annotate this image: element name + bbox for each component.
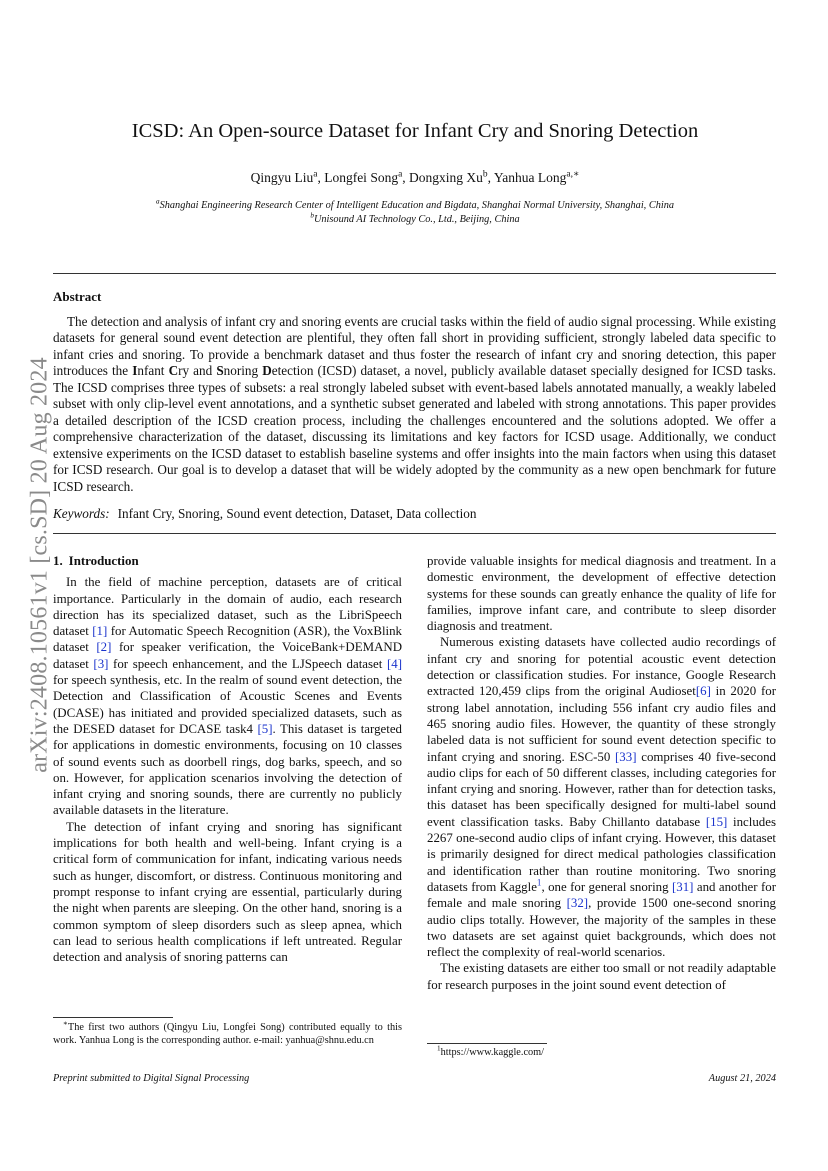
divider: [53, 533, 776, 534]
section-number: 1.: [53, 554, 63, 568]
keywords-text: Infant Cry, Snoring, Sound event detection, Dataset, Data collection: [117, 506, 477, 521]
abstract-segment: etection (ICSD) dataset: [271, 363, 398, 379]
footnote-url[interactable]: https://www.kaggle.com/: [440, 1047, 545, 1058]
author-separator: ,: [487, 170, 494, 185]
paragraph: [53, 574, 402, 818]
footnote-mark: 1: [437, 1044, 441, 1053]
text-segment: comprises 40 five-second audio clips for each of 50 different classes, including categories for infant crying and snoring. However, rather than for detection tasks, this dataset has been specifically designed for multi-label sound event classification tasks. Baby Chillanto database: [427, 749, 776, 829]
abstract-bold-initial: I: [132, 363, 138, 379]
footnote-divider: [53, 1017, 173, 1018]
text-segment: includes 2267 one-second audio clips of infant crying. However, this dataset is primarily designed for direct medical pathologies classification and identification rather than routine monitoring. Two snoring datasets from Kaggle: [427, 814, 776, 894]
section-heading: [53, 553, 402, 569]
left-column: [53, 553, 402, 965]
abstract-text: [53, 314, 776, 495]
text-segment: and another for female and male snoring: [427, 879, 776, 911]
footnote-text: The first two authors (Qingyu Liu, Longfei Song) contributed equally to this work. Yanhua Long is the corresponding author. e-mail: yanhua@shnu.edu.cn: [53, 1022, 402, 1046]
text-segment: for speech synthesis, etc. In the realm of sound event detection, the Detection and Classification of Acoustic Scenes and Events (DCASE) has initiated and provided specialized datasets, such as the DESED dataset for DCASE task4: [53, 673, 402, 736]
keywords: [53, 506, 776, 522]
citation-link[interactable]: [33]: [615, 749, 637, 764]
abstract-heading: Abstract: [53, 289, 102, 304]
author-separator: ,: [317, 170, 325, 185]
author-affiliation-mark: a: [398, 169, 403, 180]
affiliation-text: Unisound AI Technology Co., Ltd., Beijing, China: [313, 213, 520, 225]
citation-link[interactable]: [6]: [695, 684, 711, 699]
text-segment: in 2020 for strong label annotation, including 556 infant cry audio files and 465 snoring audio files. However, the quantity of these strongly labeled data is not sufficient for sound event detection specific to infant crying and snoring. ESC-50: [427, 684, 777, 764]
paragraph: The detection of infant crying and snoring has significant implications for both health and well-being. Infant crying is a critical form of communication for infant, indicating various needs such as hunger, discomfort, or distress. Continuous monitoring and prompt response to infant crying are essential, particularly during the night when parents are sleeping. On the other hand, snoring is a common symptom of sleep disorders such as sleep apnea, which can lead to serious health complications if left untreated. Regular detection and analysis of snoring patterns can: [53, 819, 402, 965]
text-segment: for speaker verification, the VoiceBank+DEMAND dataset: [53, 640, 403, 671]
paragraph: [427, 634, 776, 960]
divider: [53, 273, 776, 274]
affiliations: [54, 199, 776, 226]
author-name: Yanhua Long: [493, 170, 567, 185]
paragraph: The existing datasets are either too small or not readily adaptable for research purposes in the joint sound event detection of: [427, 961, 776, 992]
text-segment: . This dataset is targeted for applications in domestic environments, focusing on 10 classes of sound events such as doorbell rings, dog barks, speech, and so on. However, for application scenarios involving the detection of infant crying and snoring sounds, there are currently no publicly available datasets in the literature.: [53, 721, 402, 818]
text-segment: In the field of machine perception, datasets are of critical importance. Particularly in the domain of audio, each research direction has its specialized dataset, such as the LibriSpeech dataset: [53, 575, 402, 639]
affiliation-line: [54, 199, 776, 213]
abstract-bold-initial: C: [168, 363, 179, 379]
affiliation-line: [54, 213, 776, 227]
author-affiliation-mark: b: [482, 169, 488, 180]
footnote-divider: [427, 1043, 547, 1044]
footer-date: August 21, 2024: [708, 1073, 776, 1084]
author-name: Longfei Song: [324, 170, 399, 185]
affiliation-mark: a: [155, 197, 160, 206]
citation-link[interactable]: [4]: [386, 656, 402, 671]
section-title: Introduction: [68, 554, 139, 568]
abstract-segment: ry and: [178, 363, 217, 379]
text-segment: for Automatic Speech Recognition (ASR), the VoxBlink dataset: [53, 624, 402, 655]
footnote-left: [53, 1019, 402, 1048]
text-segment: for speech enhancement, and the LJSpeech dataset: [108, 656, 387, 671]
author-affiliation-mark: a: [313, 169, 318, 180]
citation-link[interactable]: [15]: [705, 814, 728, 829]
text-segment: Numerous existing datasets have collected audio recordings of infant cry and snoring for potential acoustic event detection detection or classification studies. For instance, Google Research extracted 120,459 clips from the original Audioset: [427, 635, 776, 699]
footer-journal: Preprint submitted to Digital Signal Processing: [53, 1073, 250, 1084]
author-name: Dongxing Xu: [409, 170, 483, 185]
affiliation-mark: b: [310, 211, 314, 220]
paper-title: ICSD: An Open-source Dataset for Infant Cry and Snoring Detection: [131, 120, 699, 142]
affiliation-text: Shanghai Engineering Research Center of Intelligent Education and Bigdata, Shanghai Normal University, Shanghai, China: [159, 200, 675, 211]
footnote-mark: ∗: [63, 1019, 68, 1028]
citation-link[interactable]: [31]: [671, 879, 694, 894]
paragraph: provide valuable insights for medical diagnosis and treatment. In a domestic environment, the development of effective detection systems for these sounds can greatly enhance the quality of life for families, improve infant care, and contribute to sleep disorder diagnosis and treatment.: [427, 554, 776, 634]
citation-link[interactable]: [5]: [257, 721, 273, 736]
abstract-segment: The detection and analysis of infant cry and snoring events are crucial tasks within the field of audio signal processing. While existing datasets for general sound event detection are plentiful, they often fall short in providing sufficient, strongly labeled data specific to infant cries and snoring. To provide a benchmark dataset and thus foster the research of infant cry and snoring detection, this paper introduces the: [53, 314, 776, 379]
author-name: Qingyu Liu: [250, 170, 314, 185]
arxiv-identifier: arXiv:2408.10561v1 [cs.SD] 20 Aug 2024: [26, 357, 53, 773]
right-column: [427, 553, 776, 993]
author-affiliation-mark: a,∗: [566, 169, 580, 180]
abstract-segment: noring: [223, 363, 263, 379]
abstract-segment: nfant: [137, 363, 169, 379]
citation-link[interactable]: [1]: [92, 624, 108, 639]
author-separator: ,: [402, 170, 410, 185]
author-list: [54, 170, 776, 186]
text-segment: , one for general snoring: [541, 879, 672, 894]
footnote-link[interactable]: 1: [536, 877, 542, 888]
abstract-bold-initial: D: [262, 363, 272, 379]
keywords-label: Keywords:: [53, 506, 110, 521]
citation-link[interactable]: [2]: [96, 640, 112, 655]
abstract-segment: , a novel, publicly available dataset specially designed for ICSD tasks. The ICSD comprises three types of subsets: a real strongly labeled subset with event-based labels annotated manually, a weakly labeled subset with only clip-level event annotations, and a synthetic subset generated and labeled with strong annotations. This paper provides a detailed description of the ICSD creation process, including the challenges encountered and the solutions adopted. We offer a comprehensive characterization of the dataset, discussing its limitations and key factors for ICSD usage. Additionally, we conduct extensive experiments on the ICSD dataset to establish baseline systems and offer insights into the main factors when using this dataset for ICSD research. Our goal is to develop a dataset that will be widely adopted by the community as a new open benchmark for future ICSD research.: [53, 363, 777, 494]
citation-link[interactable]: [3]: [93, 656, 109, 671]
text-segment: , provide 1500 one-second snoring audio clips totally. However, the majority of the samples in these two datasets are set against quiet backgrounds, which does not reflect the complexity of real-world scenarios.: [427, 896, 776, 960]
footnote-right: [427, 1044, 776, 1060]
citation-link[interactable]: [32]: [566, 896, 589, 911]
abstract-bold-initial: S: [216, 363, 224, 379]
